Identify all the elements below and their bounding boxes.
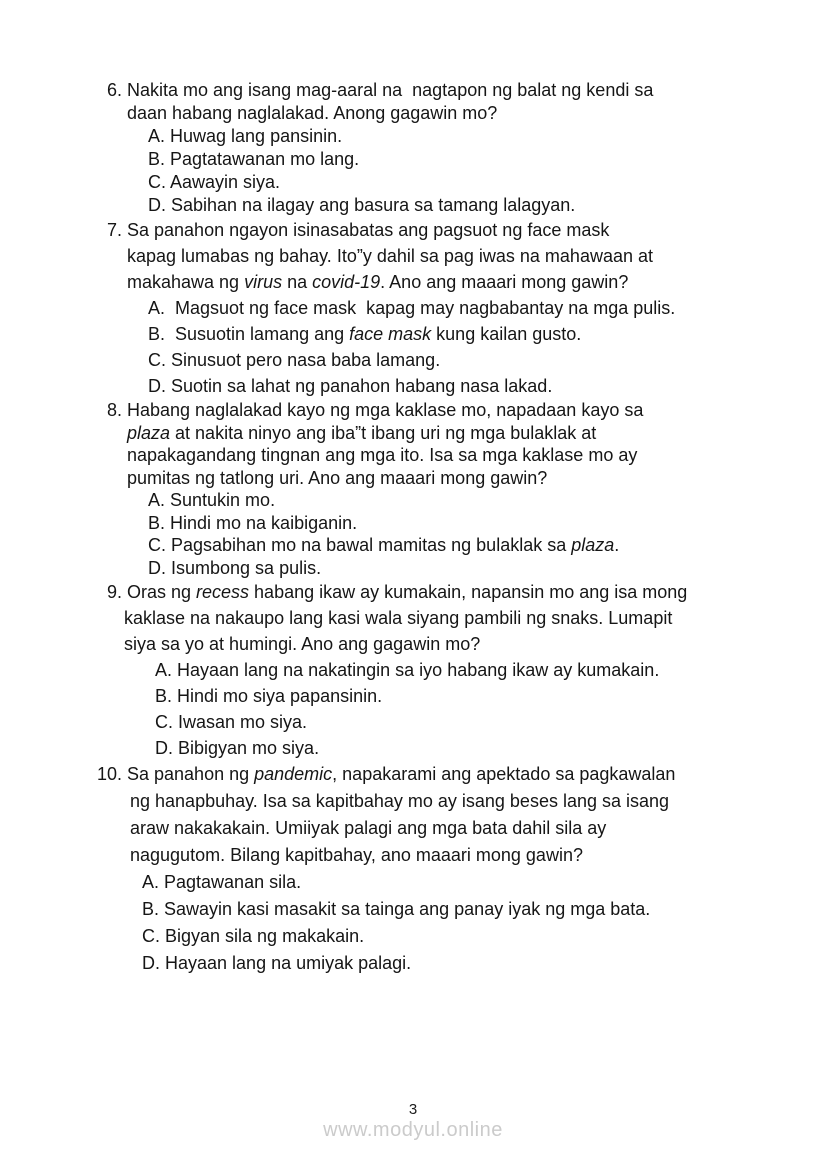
text-segment: kaklase na nakaupo lang kasi wala siyang pambili ng snaks. Lumapit	[124, 608, 673, 628]
italic-term: plaza	[571, 535, 615, 555]
stem-text	[130, 845, 583, 865]
text-segment: D. Bibigyan mo siya.	[155, 738, 320, 758]
text-segment: .	[614, 535, 620, 555]
text-segment: B. Hindi mo siya papansinin.	[155, 686, 383, 706]
text-segment: ng hanapbuhay. Isa sa kapitbahay mo ay isang beses lang sa isang	[130, 791, 670, 811]
answer-option	[0, 489, 826, 512]
italic-term: plaza	[127, 422, 171, 443]
text-segment: na	[282, 272, 313, 292]
text-segment: D. Isumbong sa pulis.	[148, 557, 322, 578]
option-text	[148, 513, 357, 533]
option-text	[148, 558, 321, 578]
text-segment: makahawa ng	[127, 272, 245, 292]
stem-text	[130, 818, 606, 838]
text-segment: D. Suotin sa lahat ng panahon habang nasa lakad.	[148, 376, 553, 396]
italic-term: virus	[244, 272, 283, 292]
text-segment: habang ikaw ay kumakain, napansin mo ang isa mong	[249, 582, 688, 602]
text-segment: Habang naglalakad kayo ng mga kaklase mo, napadaan kayo sa	[127, 400, 644, 420]
answer-option	[0, 125, 826, 148]
stem-text	[127, 272, 628, 292]
answer-option	[0, 657, 826, 683]
text-segment: C. Bigyan sila ng makakain.	[142, 926, 365, 946]
question-item	[0, 579, 826, 761]
question-item	[0, 399, 826, 579]
text-segment: nagugutom. Bilang kapitbahay, ano maaari mong gawin?	[130, 845, 583, 865]
answer-option	[0, 683, 826, 709]
question-stem-line	[0, 102, 826, 125]
option-text	[155, 712, 307, 732]
option-text	[148, 172, 280, 192]
option-text	[148, 298, 675, 318]
italic-term: pandemic	[254, 764, 333, 784]
question-stem-line	[0, 243, 826, 269]
answer-option	[0, 709, 826, 735]
text-segment: A. Magsuot ng face mask kapag may nagbabantay na mga pulis.	[148, 298, 676, 318]
stem-text	[127, 582, 687, 602]
stem-text	[124, 608, 672, 628]
option-text	[148, 350, 440, 370]
option-text	[155, 738, 319, 758]
question-stem-line	[0, 79, 826, 102]
stem-text	[127, 246, 653, 266]
text-segment: kapag lumabas ng bahay. Ito”y dahil sa pag iwas na mahawaan at	[127, 246, 653, 266]
question-number: 10.	[96, 764, 122, 784]
page-number: 3	[408, 1101, 418, 1118]
question-stem-line	[0, 467, 826, 490]
question-stem-line	[0, 422, 826, 445]
text-segment: D. Hayaan lang na umiyak palagi.	[142, 953, 412, 973]
text-segment: . Ano ang maaari mong gawin?	[380, 272, 629, 292]
text-segment: C. Sinusuot pero nasa baba lamang.	[148, 350, 441, 370]
text-segment: A. Pagtawanan sila.	[142, 872, 302, 892]
option-text	[142, 953, 411, 973]
text-segment: pumitas ng tatlong uri. Ano ang maaari mong gawin?	[127, 467, 548, 488]
italic-term: face mask	[349, 324, 432, 344]
answer-option	[0, 534, 826, 557]
question-stem-line	[0, 815, 826, 842]
question-number: 7.	[106, 220, 122, 240]
option-text	[148, 490, 275, 510]
question-stem-line	[0, 605, 826, 631]
answer-option	[0, 373, 826, 399]
option-text	[142, 872, 301, 892]
questions-list	[0, 79, 826, 977]
text-segment: C. Aawayin siya.	[148, 172, 281, 192]
option-text	[142, 899, 650, 919]
answer-option	[0, 321, 826, 347]
question-number: 6.	[106, 80, 122, 100]
text-segment: napakagandang tingnan ang mga ito. Isa sa mga kaklase mo ay	[127, 445, 638, 465]
option-text	[142, 926, 364, 946]
stem-text	[127, 400, 643, 420]
text-segment: A. Hayaan lang na nakatingin sa iyo habang ikaw ay kumakain.	[155, 660, 660, 680]
answer-option	[0, 148, 826, 171]
text-segment: daan habang naglalakad. Anong gagawin mo?	[127, 103, 498, 123]
question-stem-line	[0, 631, 826, 657]
italic-term: recess	[196, 582, 250, 602]
question-item	[0, 79, 826, 217]
answer-option	[0, 950, 826, 977]
italic-term: covid-19	[312, 272, 381, 292]
option-text	[148, 195, 575, 215]
option-text	[148, 324, 581, 344]
text-segment: , napakarami ang apektado sa pagkawalan	[332, 764, 676, 784]
text-segment: araw nakakakain. Umiiyak palagi ang mga bata dahil sila ay	[130, 818, 607, 838]
text-segment: C. Pagsabihan mo na bawal mamitas ng bulaklak sa	[148, 535, 572, 555]
text-segment: siya sa yo at humingi. Ano ang gagawin mo?	[124, 634, 481, 654]
answer-option	[0, 512, 826, 535]
stem-text	[127, 220, 609, 240]
stem-text	[130, 791, 669, 811]
text-segment: A. Suntukin mo.	[148, 490, 276, 510]
text-segment: B. Sawayin kasi masakit sa tainga ang panay iyak ng mga bata.	[142, 899, 651, 919]
text-segment: Nakita mo ang isang mag-aaral na nagtapon ng balat ng kendi sa	[127, 80, 654, 100]
option-text	[148, 535, 619, 555]
option-text	[155, 686, 382, 706]
text-segment: kung kailan gusto.	[431, 324, 582, 344]
option-text	[148, 376, 552, 396]
stem-text	[127, 423, 596, 443]
text-segment: at nakita ninyo ang iba”t ibang uri ng mga bulaklak at	[170, 422, 597, 443]
text-segment: A. Huwag lang pansinin.	[148, 126, 343, 146]
stem-text	[127, 764, 675, 784]
text-segment: B. Hindi mo na kaibiganin.	[148, 512, 358, 533]
text-segment: Sa panahon ng	[127, 764, 255, 784]
stem-text	[127, 103, 497, 123]
question-item	[0, 761, 826, 977]
text-segment: C. Iwasan mo siya.	[155, 712, 308, 732]
question-stem-line	[0, 761, 826, 788]
question-number: 8.	[106, 400, 122, 420]
text-segment: Sa panahon ngayon isinasabatas ang pagsuot ng face mask	[127, 220, 610, 240]
question-stem-line	[0, 579, 826, 605]
text-segment: B. Susuotin lamang ang	[148, 324, 350, 344]
answer-option	[0, 295, 826, 321]
stem-text	[127, 80, 653, 100]
answer-option	[0, 896, 826, 923]
text-segment: Oras ng	[127, 582, 197, 602]
text-segment: B. Pagtatawanan mo lang.	[148, 149, 360, 169]
question-number: 9.	[106, 582, 122, 602]
answer-option	[0, 347, 826, 373]
question-stem-line	[0, 399, 826, 422]
stem-text	[124, 634, 480, 654]
answer-option	[0, 557, 826, 580]
answer-option	[0, 171, 826, 194]
option-text	[155, 660, 659, 680]
question-stem-line	[0, 842, 826, 869]
question-stem-line	[0, 217, 826, 243]
answer-option	[0, 923, 826, 950]
question-stem-line	[0, 788, 826, 815]
text-segment: D. Sabihan na ilagay ang basura sa tamang lalagyan.	[148, 195, 576, 215]
option-text	[148, 149, 359, 169]
watermark: www.modyul.online	[323, 1119, 503, 1141]
answer-option	[0, 735, 826, 761]
answer-option	[0, 869, 826, 896]
stem-text	[127, 468, 547, 488]
question-item	[0, 217, 826, 399]
question-stem-line	[0, 444, 826, 467]
option-text	[148, 126, 342, 146]
stem-text	[127, 445, 637, 465]
answer-option	[0, 194, 826, 217]
question-stem-line	[0, 269, 826, 295]
